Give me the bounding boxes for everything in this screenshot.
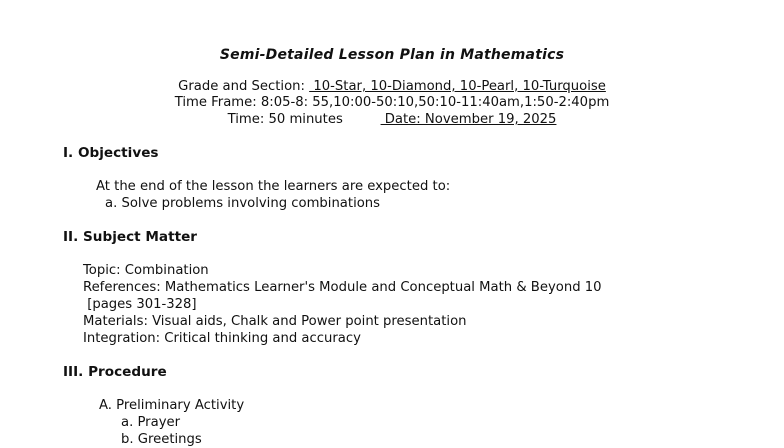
time-text: Time: 50 minutes [227, 112, 343, 127]
references-line: References: Mathematics Learner's Module and Conceptual Math & Beyond 10 [83, 280, 602, 295]
list-item-prayer: a. Prayer [121, 415, 181, 430]
time-date-line [0, 111, 784, 128]
procedure-heading: III. Procedure [63, 364, 167, 380]
grade-label: Grade and Section: [178, 79, 310, 94]
objectives-heading: I. Objectives [63, 145, 159, 161]
time-frame-line: Time Frame: 8:05-8: 55,10:00-50:10,50:10-11:40am,1:50-2:40pm [174, 95, 610, 110]
document-title: Semi-Detailed Lesson Plan in Mathematics [219, 47, 565, 63]
materials-line: Materials: Visual aids, Chalk and Power point presentation [83, 314, 467, 329]
grade-section-line [0, 78, 784, 95]
list-item-greetings: b. Greetings [121, 432, 202, 447]
topic-line: Topic: Combination [83, 263, 209, 278]
preliminary-activity: A. Preliminary Activity [99, 398, 245, 413]
integration-line: Integration: Critical thinking and accuracy [83, 331, 361, 346]
subject-matter-heading: II. Subject Matter [63, 229, 197, 245]
date-text: Date: November 19, 2025 [380, 112, 557, 127]
objectives-intro: At the end of the lesson the learners are expected to: [96, 179, 451, 194]
references-pages: [pages 301-328] [83, 297, 197, 312]
grade-value: 10-Star, 10-Diamond, 10-Pearl, 10-Turquoise [309, 79, 606, 94]
objective-item-a: a. Solve problems involving combinations [105, 196, 381, 211]
